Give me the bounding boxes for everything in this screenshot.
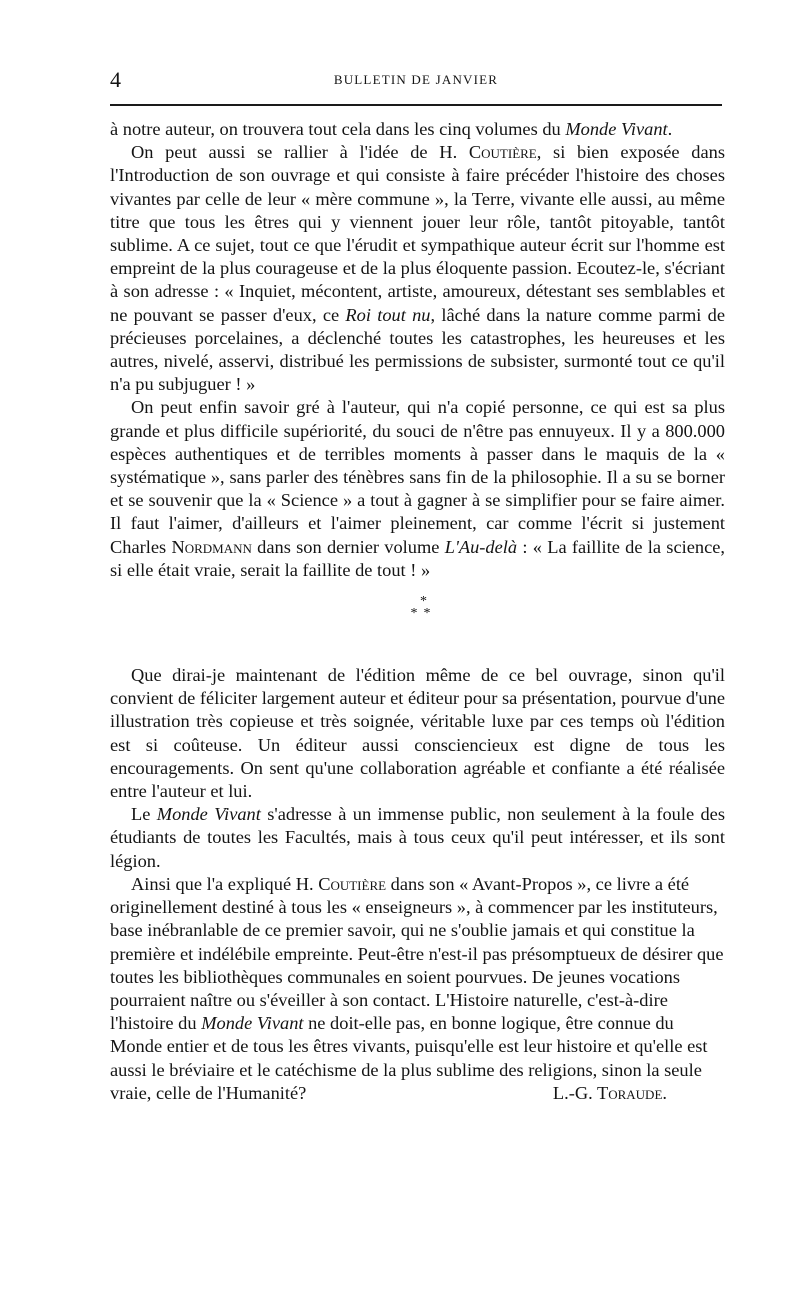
paragraph-2 — [110, 141, 725, 396]
text: , lâché dans la nature comme parmi de précieuses porcelaines, a déclenché toutes les catastrophes, les heureuses et les autres, nivelé, asservi, distribué les permissions de subsister, surmonté tout ce qu'il n'a pu subjuguer ! » — [110, 304, 725, 395]
text: dans son dernier volume — [251, 536, 445, 557]
text: . — [667, 119, 673, 139]
text: à notre auteur, on trouvera tout cela dans les cinq volumes du — [110, 119, 566, 139]
text: On peut aussi se rallier à l'idée de H. — [131, 142, 469, 163]
section-separator — [110, 582, 725, 634]
book-title: Monde Vivant — [201, 1013, 304, 1034]
text: , si bien exposée dans l'Introduction de son ouvrage et qui consiste à faire précéder l'histoire des choses vivantes par celle de leur « mère commune », la Terre, vivante elle aussi, au même titre que tous les êtres qui y viennent jouer leur rôle, tantôt pitoyable, tantôt sublime. A ce sujet, tout ce que l'érudit et sympathique auteur écrit sur l'homme est empreint de la plus courageuse et de la plus éloquente passion. Ecoutez-le, s'écriant à son adresse : « Inquiet, mécontent, artiste, amoureux, détestant ses semblables et ne pouvant se passer d'eux, ce — [110, 142, 726, 325]
text: Le — [131, 804, 157, 825]
paragraph-1 — [110, 118, 725, 141]
text: On peut enfin savoir gré à l'auteur, qui n'a copié personne, ce qui est sa plus grande et plus difficile supériorité, du souci de n'être pas ennuyeux. Il y a 800.000 espèces authentiques et de terribles moments à passer dans le maquis de la « systématique », sans parler des ténèbres sans fin de la philosophie. Il a su se borner et se souvenir que la « Science » a tout à gagner à se simplifier pour se faire aimer. Il faut l'aimer, d'ailleurs et l'aimer pleinement, car comme l'écrit si justement Charles — [110, 397, 725, 557]
article-body — [110, 118, 725, 1105]
author-name: Coutière — [318, 873, 387, 894]
paragraph-4 — [110, 664, 725, 803]
paragraph-5 — [110, 803, 725, 873]
text: Que dirai-je maintenant de l'édition même de ce bel ouvrage, sinon qu'il convient de féliciter largement auteur et éditeur pour sa présentation, pourvue d'une illustration très copieuse et très soignée, véritable luxe par ces temps où l'édition est si coûteuse. Un éditeur aussi consciencieux est digne de tous les encouragements. On sent qu'une collaboration agréable et confiante a été réalisée entre l'auteur et lui. — [110, 665, 725, 802]
paragraph-6 — [110, 873, 725, 1105]
text: ne doit-elle pas, en bonne logique, être connue du Monde entier et de tous les êtres vivants, puisqu'elle est leur histoire et qu'elle est aussi le bréviaire et le catéchisme de la plus sublime des religions, sinon la seule vraie, celle de l'Humanité? — [110, 1013, 708, 1103]
text: Ainsi que l'a expliqué H. — [131, 873, 319, 894]
asterisks-bottom: ** — [410, 606, 437, 622]
asterisk-top: * — [420, 594, 427, 610]
author-name: Nordmann — [171, 536, 252, 557]
book-title: Monde Vivant — [565, 119, 668, 139]
quoted-phrase: Roi tout nu — [345, 304, 431, 325]
text: dans son « Avant-Propos », ce livre a été originellement destiné à tous les « enseigneurs », à commencer par les instituteurs, base inébranlable de ce premier savoir, qui ne s'oublie jamais et qui constitue la première et indélébile empreinte. Peut-être n'est-il pas présomptueux de désirer que toutes les bibliothèques communales en soient pourvues. De jeunes vocations pourraient naître ou s'éveiller à son contact. L'Histoire naturelle, c'est-à-dire l'histoire du — [110, 873, 724, 1034]
section-gap — [110, 634, 725, 664]
signature: L.-G. Toraude. — [552, 1082, 667, 1103]
paragraph-3 — [110, 396, 725, 582]
book-title: Monde Vivant — [156, 804, 261, 825]
author-name: Coutière — [468, 142, 537, 163]
book-title: L'Au-delà — [444, 536, 518, 557]
text: s'adresse à un immense public, non seulement à la foule des étudiants de toutes les Facultés, mais à tous ceux qu'il peut intéresser, et ils sont légion. — [110, 804, 725, 871]
text: : « La faillite de la science, si elle était vraie, serait la faillite de tout ! » — [110, 536, 725, 580]
page-header — [110, 68, 722, 92]
page-number: 4 — [110, 67, 121, 92]
running-head: BULLETIN DE JANVIER — [333, 72, 499, 87]
header-rule — [110, 104, 722, 106]
